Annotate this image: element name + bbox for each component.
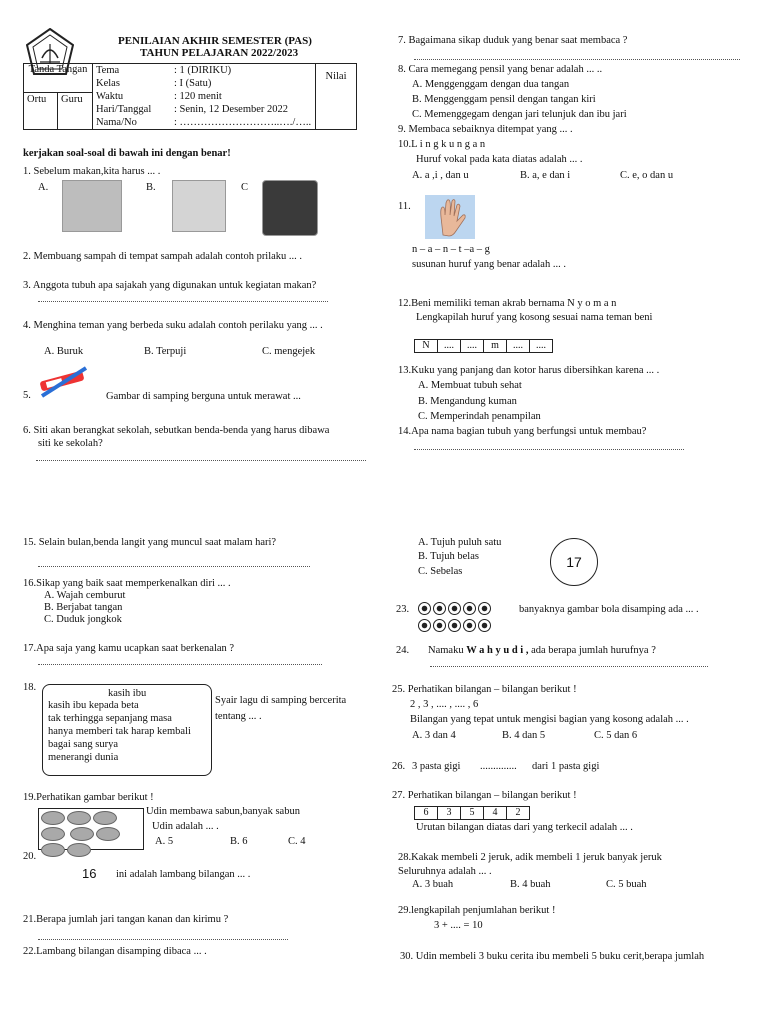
answer-line-7[interactable] (414, 59, 740, 60)
number-sequence: 2 , 3 , .... , .... , 6 (410, 699, 479, 710)
instruction-text: kerjakan soal-soal di bawah ini dengan benar! (23, 148, 231, 159)
question-26-right: dari 1 pasta gigi (532, 761, 600, 772)
question-19: 19.Perhatikan gambar berikut ! (23, 792, 154, 803)
letter-box[interactable]: .... (530, 339, 553, 353)
q8-option-c[interactable]: C. Memenggegam dengan jari telunjuk dan ibu jari (412, 109, 627, 120)
question-25: 25. Perhatikan bilangan – bilangan berikut ! (392, 684, 577, 695)
q19-option-a[interactable]: A. 5 (155, 836, 174, 847)
question-27-line2: Urutan bilangan diatas dari yang terkecil adalah ... . (416, 822, 633, 833)
question-28-line2: Seluruhnya adalah ... . (398, 866, 492, 877)
question-9: 9. Membaca sebaiknya ditempat yang ... . (398, 124, 573, 135)
toothbrush-toothpaste-image (38, 360, 92, 400)
question-13: 13.Kuku yang panjang dan kotor harus dibersihkan karena ... . (398, 365, 660, 376)
number-box: 4 (484, 806, 507, 820)
lyric-line: hanya memberi tak harap kembali (48, 726, 191, 737)
score-label: Nilai (316, 64, 357, 93)
question-6: 6. Siti akan berangkat sekolah, sebutkan benda-benda yang harus dibawa (23, 425, 330, 436)
letter-box[interactable]: .... (461, 339, 484, 353)
question-29: 29.lengkapilah penjumlahan berikut ! (398, 905, 556, 916)
question-6-line2: siti ke sekolah? (38, 438, 103, 449)
answer-line-14[interactable] (414, 449, 684, 450)
class-value: : I (Satu) (174, 78, 212, 89)
student-info-table (23, 63, 357, 130)
question-5-number: 5. (23, 390, 31, 401)
song-title: kasih ibu (108, 688, 147, 699)
name-wahyudi: W a h y u d i , (466, 645, 529, 656)
washing-hands-image (62, 180, 122, 232)
girl-sink-image (172, 180, 226, 232)
score-box[interactable] (316, 92, 357, 129)
question-11: susunan huruf yang benar adalah ... . (412, 259, 566, 270)
question-17: 17.Apa saja yang kamu ucapkan saat berkenalan ? (23, 643, 235, 654)
time-value: : 120 menit (174, 91, 222, 102)
answer-line-24[interactable] (430, 666, 708, 667)
q13-option-c[interactable]: C. Memperindah penampilan (418, 411, 541, 422)
number-symbol: 16 (82, 866, 97, 881)
question-27: 27. Perhatikan bilangan – bilangan berikut ! (392, 790, 577, 801)
name-letter-boxes (414, 339, 553, 353)
q4-option-b[interactable]: B. Terpuji (144, 346, 187, 357)
answer-line-6[interactable] (36, 460, 366, 461)
q25-option-b[interactable]: B. 4 dan 5 (502, 730, 546, 741)
q4-option-c[interactable]: C. mengejek (262, 346, 316, 357)
q28-option-b[interactable]: B. 4 buah (510, 879, 551, 890)
child-image (262, 180, 318, 236)
answer-line-3[interactable] (38, 301, 328, 302)
exam-title: PENILAIAN AKHIR SEMESTER (PAS) (118, 35, 312, 47)
question-11-number: 11. (398, 201, 411, 212)
theme-label: Tema (96, 65, 120, 76)
q28-option-c[interactable]: C. 5 buah (606, 879, 647, 890)
question-26-number: 26. (392, 761, 406, 772)
question-28: 28.Kakak membeli 2 jeruk, adik membeli 1 jeruk banyak jeruk (398, 852, 662, 863)
answer-line-15[interactable] (38, 566, 310, 567)
question-21: 21.Berapa jumlah jari tangan kanan dan kirimu ? (23, 914, 229, 925)
question-24-prefix: Namaku (428, 645, 467, 656)
q28-option-a[interactable]: A. 3 buah (412, 879, 454, 890)
q10-option-b[interactable]: B. a, e dan i (520, 170, 571, 181)
question-8: 8. Cara memegang pensil yang benar adalah ... .. (398, 64, 603, 75)
q22-option-a[interactable]: A. Tujuh puluh satu (418, 537, 502, 548)
lyric-line: bagai sang surya (48, 739, 118, 750)
theme-value: : 1 (DIRIKU) (174, 65, 232, 76)
q8-option-b[interactable]: B. Menggenggam pensil dengan tangan kiri (412, 94, 596, 105)
q19-option-c[interactable]: C. 4 (288, 836, 306, 847)
question-18-line2: tentang ... . (215, 711, 262, 722)
q10-option-c[interactable]: C. e, o dan u (620, 170, 674, 181)
question-23: banyaknya gambar bola disamping ada ... . (519, 604, 699, 615)
signature-label: Tanda Tangan (24, 64, 93, 93)
question-3: 3. Anggota tubuh apa sajakah yang digunakan untuk kegiatan makan? (23, 280, 317, 291)
number-box: 5 (461, 806, 484, 820)
letter-box[interactable]: m (484, 339, 507, 353)
question-26-left: 3 pasta gigi (412, 761, 461, 772)
q19-option-b[interactable]: B. 6 (230, 836, 248, 847)
scrambled-letters: n – a – n – t –a – g (412, 244, 490, 255)
lyric-line: kasih ibu kepada beta (48, 700, 139, 711)
question-12: 12.Beni memiliki teman akrab bernama N y o m a n (398, 298, 617, 309)
question-18: Syair lagu di samping bercerita (215, 695, 347, 706)
number-box: 6 (414, 806, 438, 820)
q25-option-c[interactable]: C. 5 dan 6 (594, 730, 638, 741)
comparison-blank[interactable]: .............. (480, 761, 517, 772)
question-10-line2: Huruf vokal pada kata diatas adalah ... . (416, 154, 583, 165)
q16-option-b[interactable]: B. Berjabat tangan (44, 602, 123, 613)
question-24-number: 24. (396, 645, 410, 656)
question-18-number: 18. (23, 682, 37, 693)
question-23-number: 23. (396, 604, 410, 615)
letter-box[interactable]: .... (438, 339, 461, 353)
class-label: Kelas (96, 78, 120, 89)
q16-option-a[interactable]: A. Wajah cemburut (44, 590, 126, 601)
question-20: ini adalah lambang bilangan ... . (116, 869, 251, 880)
hand-image (425, 195, 475, 239)
number-box: 3 (438, 806, 461, 820)
question-7: 7. Bagaimana sikap duduk yang benar saat membaca ? (398, 35, 628, 46)
q1-option-c[interactable]: C (241, 182, 249, 193)
q16-option-c[interactable]: C. Duduk jongkok (44, 614, 122, 625)
question-10: 10.L i n g k u n g a n (398, 139, 486, 150)
question-14: 14.Apa nama bagian tubuh yang berfungsi untuk membau? (398, 426, 647, 437)
q1-option-a[interactable]: A. (38, 182, 49, 193)
soap-bars-image (38, 808, 144, 850)
exam-year: TAHUN PELAJARAN 2022/2023 (140, 47, 299, 59)
question-16: 16.Sikap yang baik saat memperkenalkan diri ... . (23, 578, 231, 589)
answer-line-17[interactable] (38, 664, 322, 665)
lyric-line: menerangi dunia (48, 752, 119, 763)
question-12-line2: Lengkapilah huruf yang kosong sesuai nama teman beni (416, 312, 653, 323)
question-20-number: 20. (23, 851, 37, 862)
question-22: 22.Lambang bilangan disamping dibaca ... . (23, 946, 207, 957)
date-value: : Senin, 12 Desember 2022 (174, 104, 289, 115)
letter-box[interactable]: .... (507, 339, 530, 353)
q8-option-a[interactable]: A. Menggenggam dengan dua tangan (412, 79, 570, 90)
question-19-line1: Udin membawa sabun,banyak sabun (146, 806, 300, 817)
question-1: 1. Sebelum makan,kita harus ... . (23, 166, 161, 177)
question-24-suffix: ada berapa jumlah hurufnya ? (528, 645, 656, 656)
question-19-line2: Udin adalah ... . (152, 821, 219, 832)
parent-signature-cell[interactable]: Ortu (24, 92, 58, 129)
q25-option-a[interactable]: A. 3 dan 4 (412, 730, 456, 741)
q10-option-a[interactable]: A. a ,i , dan u (412, 170, 469, 181)
number-boxes (414, 806, 530, 820)
q22-option-c[interactable]: C. Sebelas (418, 566, 463, 577)
question-2: 2. Membuang sampah di tempat sampah adalah contoh prilaku ... . (23, 251, 303, 262)
number-box: 2 (507, 806, 530, 820)
answer-line-21[interactable] (38, 939, 288, 940)
teacher-signature-cell[interactable]: Guru (58, 92, 93, 129)
number-circle: 17 (550, 538, 598, 586)
q4-option-a[interactable]: A. Buruk (44, 346, 84, 357)
question-25-line2: Bilangan yang tepat untuk mengisi bagian yang kosong adalah ... . (410, 714, 689, 725)
question-30: 30. Udin membeli 3 buku cerita ibu membeli 5 buku cerit,berapa jumlah (400, 951, 705, 962)
question-4: 4. Menghina teman yang berbeda suku adalah contoh perilaku yang ... . (23, 320, 323, 331)
name-label: Nama/No (96, 117, 137, 128)
date-label: Hari/Tanggal (96, 104, 152, 115)
soccer-balls-image (418, 602, 493, 632)
q13-option-b[interactable]: B. Mengandung kuman (418, 396, 517, 407)
addition-problem: 3 + .... = 10 (434, 920, 483, 931)
question-5: Gambar di samping berguna untuk merawat ... (106, 391, 301, 402)
lyric-line: tak terhingga sepanjang masa (48, 713, 172, 724)
q22-option-b[interactable]: B. Tujuh belas (418, 551, 479, 562)
name-value-field[interactable]: : ………………………..…./….. (174, 117, 312, 128)
letter-box[interactable]: N (414, 339, 438, 353)
question-15: 15. Selain bulan,benda langit yang muncul saat malam hari? (23, 537, 277, 548)
time-label: Waktu (96, 91, 124, 102)
q13-option-a[interactable]: A. Membuat tubuh sehat (418, 380, 522, 391)
q1-option-b[interactable]: B. (146, 182, 156, 193)
question-24 (428, 645, 656, 656)
